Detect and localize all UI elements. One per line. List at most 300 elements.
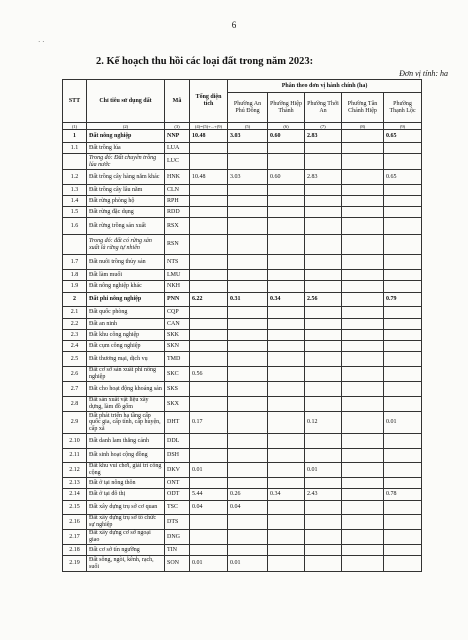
row-ward-value xyxy=(342,434,384,449)
row-ward-value: 0.26 xyxy=(228,489,268,501)
row-stt: 2 xyxy=(63,293,87,307)
col-number: (8) xyxy=(342,123,384,130)
row-total xyxy=(190,270,228,281)
row-ward-value xyxy=(342,341,384,352)
row-ward-value xyxy=(342,367,384,382)
row-code: PNN xyxy=(165,293,190,307)
row-ward-value xyxy=(342,449,384,463)
row-ward-value xyxy=(268,255,305,270)
row-ward-value xyxy=(305,270,342,281)
header-group: Phân theo đơn vị hành chính (ha) xyxy=(228,80,422,93)
header-code: Mã xyxy=(165,80,190,123)
row-name: Trong đó: Đất chuyên trồng lúa nước xyxy=(87,154,165,170)
row-ward-value xyxy=(268,545,305,556)
row-name: Đất trồng cây lâu năm xyxy=(87,185,165,196)
row-name: Đất xây dựng trụ sở cơ quan xyxy=(87,501,165,515)
row-ward-value xyxy=(268,463,305,478)
row-ward-value xyxy=(305,196,342,207)
row-ward-value xyxy=(268,154,305,170)
row-ward-value xyxy=(268,185,305,196)
col-number: (3) xyxy=(165,123,190,130)
row-stt: 2.17 xyxy=(63,530,87,545)
table-row xyxy=(63,207,422,218)
row-total xyxy=(190,196,228,207)
row-ward-value xyxy=(268,352,305,367)
row-total: 0.01 xyxy=(190,556,228,572)
unit-label: Đơn vị tính: ha xyxy=(399,69,448,78)
row-ward-value xyxy=(228,463,268,478)
row-name: Đất thương mại, dịch vụ xyxy=(87,352,165,367)
row-ward-value: 0.65 xyxy=(384,130,422,143)
table-row xyxy=(63,449,422,463)
row-ward-value xyxy=(305,307,342,319)
row-total: 5.44 xyxy=(190,489,228,501)
row-ward-value xyxy=(305,352,342,367)
row-ward-value: 0.78 xyxy=(384,489,422,501)
row-stt: 1.4 xyxy=(63,196,87,207)
row-ward-value xyxy=(228,382,268,397)
header-ward: Phường Tân Chánh Hiệp xyxy=(342,93,384,123)
row-ward-value xyxy=(342,382,384,397)
table-row xyxy=(63,412,422,434)
row-ward-value xyxy=(384,185,422,196)
row-total: 0.56 xyxy=(190,367,228,382)
row-ward-value xyxy=(342,352,384,367)
row-stt xyxy=(63,154,87,170)
row-ward-value: 0.12 xyxy=(305,412,342,434)
col-number: (4)=(5)+...+(9) xyxy=(190,123,228,130)
row-code: NNP xyxy=(165,130,190,143)
row-ward-value xyxy=(305,235,342,255)
row-stt: 2.3 xyxy=(63,330,87,341)
row-ward-value xyxy=(305,185,342,196)
row-total xyxy=(190,530,228,545)
table-row xyxy=(63,154,422,170)
row-name: Đất trồng lúa xyxy=(87,143,165,154)
row-ward-value xyxy=(342,143,384,154)
row-code: DSH xyxy=(165,449,190,463)
row-ward-value xyxy=(305,319,342,330)
row-code: RPH xyxy=(165,196,190,207)
table-row xyxy=(63,463,422,478)
row-ward-value xyxy=(228,397,268,412)
row-ward-value xyxy=(342,478,384,489)
row-ward-value xyxy=(384,235,422,255)
row-total xyxy=(190,307,228,319)
row-name: Đất sông, ngòi, kênh, rạch, suối xyxy=(87,556,165,572)
row-ward-value xyxy=(342,307,384,319)
row-code: NKH xyxy=(165,281,190,293)
row-ward-value xyxy=(305,367,342,382)
row-stt: 2.13 xyxy=(63,478,87,489)
row-ward-value xyxy=(384,255,422,270)
row-ward-value xyxy=(268,501,305,515)
col-number: (5) xyxy=(228,123,268,130)
row-ward-value xyxy=(268,397,305,412)
row-ward-value xyxy=(228,545,268,556)
row-stt: 1.3 xyxy=(63,185,87,196)
row-total: 0.01 xyxy=(190,463,228,478)
table-row xyxy=(63,397,422,412)
row-stt: 2.7 xyxy=(63,382,87,397)
row-ward-value: 0.01 xyxy=(228,556,268,572)
row-code: DKV xyxy=(165,463,190,478)
row-ward-value xyxy=(342,397,384,412)
row-total xyxy=(190,281,228,293)
row-ward-value xyxy=(305,218,342,235)
table-row xyxy=(63,235,422,255)
row-code: RDD xyxy=(165,207,190,218)
table-row xyxy=(63,218,422,235)
row-code: RSX xyxy=(165,218,190,235)
row-stt: 1.2 xyxy=(63,170,87,185)
row-ward-value xyxy=(384,352,422,367)
header-ward: Phường Thạnh Lộc xyxy=(384,93,422,123)
row-ward-value xyxy=(268,434,305,449)
row-ward-value xyxy=(305,154,342,170)
row-total xyxy=(190,545,228,556)
row-stt: 2.12 xyxy=(63,463,87,478)
table-row xyxy=(63,281,422,293)
row-name: Đất ở tại nông thôn xyxy=(87,478,165,489)
row-ward-value: 0.79 xyxy=(384,293,422,307)
row-ward-value xyxy=(228,218,268,235)
row-name: Đất quốc phòng xyxy=(87,307,165,319)
row-ward-value xyxy=(342,207,384,218)
row-ward-value xyxy=(384,143,422,154)
row-total: 0.04 xyxy=(190,501,228,515)
row-ward-value xyxy=(342,130,384,143)
row-ward-value xyxy=(342,515,384,530)
row-ward-value xyxy=(268,270,305,281)
row-stt: 1.1 xyxy=(63,143,87,154)
col-number: (1) xyxy=(63,123,87,130)
row-ward-value xyxy=(384,515,422,530)
row-ward-value xyxy=(268,330,305,341)
row-ward-value xyxy=(305,530,342,545)
row-name: Đất làm muối xyxy=(87,270,165,281)
row-ward-value xyxy=(228,207,268,218)
row-total xyxy=(190,341,228,352)
row-ward-value xyxy=(305,255,342,270)
row-code: SKN xyxy=(165,341,190,352)
table-row xyxy=(63,185,422,196)
row-ward-value xyxy=(268,281,305,293)
row-ward-value xyxy=(228,270,268,281)
row-stt xyxy=(63,235,87,255)
row-ward-value xyxy=(384,449,422,463)
row-ward-value xyxy=(305,382,342,397)
row-total xyxy=(190,382,228,397)
table-row xyxy=(63,330,422,341)
row-total xyxy=(190,352,228,367)
row-code: ODT xyxy=(165,489,190,501)
row-ward-value xyxy=(342,501,384,515)
row-ward-value xyxy=(228,352,268,367)
row-ward-value xyxy=(268,319,305,330)
row-ward-value xyxy=(228,319,268,330)
row-code: SKS xyxy=(165,382,190,397)
row-ward-value xyxy=(228,143,268,154)
row-total xyxy=(190,143,228,154)
scan-mark: · · xyxy=(38,38,45,46)
row-ward-value xyxy=(228,185,268,196)
row-ward-value xyxy=(268,235,305,255)
table-row xyxy=(63,478,422,489)
row-stt: 1.7 xyxy=(63,255,87,270)
row-code: CQP xyxy=(165,307,190,319)
row-stt: 2.14 xyxy=(63,489,87,501)
row-ward-value: 3.03 xyxy=(228,130,268,143)
row-ward-value xyxy=(342,270,384,281)
row-ward-value xyxy=(268,196,305,207)
row-code: SON xyxy=(165,556,190,572)
row-ward-value xyxy=(384,154,422,170)
row-name: Đất trồng cây hàng năm khác xyxy=(87,170,165,185)
row-stt: 2.9 xyxy=(63,412,87,434)
row-ward-value: 0.31 xyxy=(228,293,268,307)
section-title: 2. Kế hoạch thu hồi các loại đất trong năm 2023: xyxy=(96,56,314,67)
row-total xyxy=(190,478,228,489)
row-ward-value xyxy=(342,319,384,330)
row-ward-value xyxy=(384,218,422,235)
row-name: Đất cụm công nghiệp xyxy=(87,341,165,352)
row-name: Đất cơ sở sản xuất phi nông nghiệp xyxy=(87,367,165,382)
row-total xyxy=(190,434,228,449)
row-total: 0.17 xyxy=(190,412,228,434)
row-ward-value xyxy=(305,330,342,341)
table-row xyxy=(63,130,422,143)
row-ward-value xyxy=(228,235,268,255)
row-ward-value xyxy=(268,515,305,530)
row-code: DDL xyxy=(165,434,190,449)
header-stt: STT xyxy=(63,80,87,123)
row-ward-value xyxy=(384,501,422,515)
row-name: Đất phát triển hạ tầng cấp quốc gia, cấp tỉnh, cấp huyện, cấp xã xyxy=(87,412,165,434)
row-total xyxy=(190,185,228,196)
row-ward-value xyxy=(342,255,384,270)
row-ward-value xyxy=(384,382,422,397)
row-ward-value xyxy=(342,330,384,341)
row-code: DNG xyxy=(165,530,190,545)
row-ward-value: 0.04 xyxy=(228,501,268,515)
row-code: NTS xyxy=(165,255,190,270)
row-name: Đất sinh hoạt cộng đồng xyxy=(87,449,165,463)
row-ward-value: 2.83 xyxy=(305,130,342,143)
table-row xyxy=(63,434,422,449)
row-name: Đất nông nghiệp khác xyxy=(87,281,165,293)
row-code: SKC xyxy=(165,367,190,382)
row-ward-value xyxy=(268,478,305,489)
row-name: Đất rừng phòng hộ xyxy=(87,196,165,207)
row-ward-value xyxy=(268,449,305,463)
row-ward-value xyxy=(342,463,384,478)
row-ward-value xyxy=(228,341,268,352)
row-total xyxy=(190,449,228,463)
row-ward-value xyxy=(384,207,422,218)
header-ward: Phường Thới An xyxy=(305,93,342,123)
table-row xyxy=(63,367,422,382)
table-row xyxy=(63,352,422,367)
row-stt: 2.4 xyxy=(63,341,87,352)
row-name: Đất cơ sở tín ngưỡng xyxy=(87,545,165,556)
row-ward-value xyxy=(228,515,268,530)
row-ward-value xyxy=(305,545,342,556)
row-stt: 2.6 xyxy=(63,367,87,382)
row-name: Đất nông nghiệp xyxy=(87,130,165,143)
table-row xyxy=(63,255,422,270)
row-ward-value xyxy=(305,449,342,463)
row-ward-value xyxy=(268,367,305,382)
row-ward-value xyxy=(228,330,268,341)
row-code: CAN xyxy=(165,319,190,330)
row-ward-value xyxy=(342,489,384,501)
row-ward-value xyxy=(342,412,384,434)
row-ward-value xyxy=(384,530,422,545)
row-ward-value xyxy=(384,196,422,207)
row-ward-value: 0.34 xyxy=(268,489,305,501)
row-ward-value xyxy=(384,463,422,478)
table-row xyxy=(63,143,422,154)
table-row xyxy=(63,501,422,515)
row-name: Đất cho hoạt động khoáng sản xyxy=(87,382,165,397)
row-ward-value xyxy=(305,397,342,412)
row-ward-value xyxy=(384,307,422,319)
row-code: DTS xyxy=(165,515,190,530)
col-number: (7) xyxy=(305,123,342,130)
col-number: (6) xyxy=(268,123,305,130)
row-ward-value: 0.65 xyxy=(384,170,422,185)
row-ward-value xyxy=(305,478,342,489)
row-ward-value xyxy=(305,143,342,154)
row-total xyxy=(190,154,228,170)
table-row xyxy=(63,196,422,207)
row-ward-value xyxy=(305,434,342,449)
row-total xyxy=(190,515,228,530)
table-row xyxy=(63,530,422,545)
row-ward-value xyxy=(305,515,342,530)
row-ward-value xyxy=(342,196,384,207)
row-ward-value xyxy=(342,556,384,572)
row-name: Đất ở tại đô thị xyxy=(87,489,165,501)
table-row xyxy=(63,556,422,572)
page-number: 6 xyxy=(231,20,237,30)
row-total xyxy=(190,255,228,270)
row-name: Đất khu công nghiệp xyxy=(87,330,165,341)
row-ward-value: 3.03 xyxy=(228,170,268,185)
row-stt: 1.5 xyxy=(63,207,87,218)
col-number: (2) xyxy=(87,123,165,130)
column-number-row xyxy=(63,123,422,130)
row-code: HNK xyxy=(165,170,190,185)
row-ward-value xyxy=(342,170,384,185)
row-total: 6.22 xyxy=(190,293,228,307)
row-code: TSC xyxy=(165,501,190,515)
row-stt: 2.15 xyxy=(63,501,87,515)
row-ward-value xyxy=(305,501,342,515)
row-stt: 2.5 xyxy=(63,352,87,367)
header-ward: Phường An Phú Đông xyxy=(228,93,268,123)
row-ward-value: 0.34 xyxy=(268,293,305,307)
row-ward-value xyxy=(228,367,268,382)
row-code: LUC xyxy=(165,154,190,170)
row-code: ONT xyxy=(165,478,190,489)
row-ward-value: 2.56 xyxy=(305,293,342,307)
table-row xyxy=(63,341,422,352)
row-total xyxy=(190,330,228,341)
row-total xyxy=(190,235,228,255)
row-ward-value xyxy=(268,341,305,352)
row-ward-value xyxy=(268,530,305,545)
row-stt: 2.16 xyxy=(63,515,87,530)
row-stt: 1.8 xyxy=(63,270,87,281)
row-ward-value xyxy=(342,293,384,307)
row-ward-value xyxy=(268,207,305,218)
row-ward-value xyxy=(268,382,305,397)
row-ward-value xyxy=(305,207,342,218)
row-ward-value: 0.01 xyxy=(384,412,422,434)
row-ward-value xyxy=(342,545,384,556)
row-ward-value xyxy=(384,281,422,293)
row-name: Đất an ninh xyxy=(87,319,165,330)
row-stt: 2.18 xyxy=(63,545,87,556)
row-ward-value xyxy=(342,235,384,255)
row-stt: 2.11 xyxy=(63,449,87,463)
row-name: Đất rừng đặc dụng xyxy=(87,207,165,218)
row-ward-value: 0.60 xyxy=(268,170,305,185)
table-row xyxy=(63,293,422,307)
row-stt: 2.1 xyxy=(63,307,87,319)
row-stt: 2.10 xyxy=(63,434,87,449)
row-ward-value xyxy=(228,478,268,489)
header-total: Tổng diện tích xyxy=(190,80,228,123)
row-ward-value xyxy=(268,218,305,235)
row-ward-value xyxy=(228,281,268,293)
row-ward-value xyxy=(342,185,384,196)
row-ward-value: 0.01 xyxy=(305,463,342,478)
table-row xyxy=(63,307,422,319)
row-stt: 2.19 xyxy=(63,556,87,572)
col-number: (9) xyxy=(384,123,422,130)
row-stt: 1 xyxy=(63,130,87,143)
row-total xyxy=(190,207,228,218)
row-ward-value xyxy=(342,530,384,545)
header-target: Chỉ tiêu sử dụng đất xyxy=(87,80,165,123)
row-stt: 1.6 xyxy=(63,218,87,235)
row-ward-value xyxy=(384,397,422,412)
row-ward-value xyxy=(342,281,384,293)
row-code: DHT xyxy=(165,412,190,434)
row-name: Đất danh lam thắng cảnh xyxy=(87,434,165,449)
row-ward-value xyxy=(305,341,342,352)
row-ward-value xyxy=(384,270,422,281)
table-row xyxy=(63,545,422,556)
land-recovery-table xyxy=(62,79,422,572)
row-ward-value xyxy=(228,449,268,463)
row-ward-value xyxy=(228,307,268,319)
row-total: 10.48 xyxy=(190,130,228,143)
row-ward-value xyxy=(342,218,384,235)
row-code: RSN xyxy=(165,235,190,255)
row-ward-value xyxy=(268,412,305,434)
table-row xyxy=(63,319,422,330)
row-ward-value xyxy=(305,281,342,293)
row-name: Đất khu vui chơi, giải trí công cộng xyxy=(87,463,165,478)
row-name: Đất phi nông nghiệp xyxy=(87,293,165,307)
row-ward-value xyxy=(384,434,422,449)
row-total: 10.48 xyxy=(190,170,228,185)
table-row xyxy=(63,489,422,501)
